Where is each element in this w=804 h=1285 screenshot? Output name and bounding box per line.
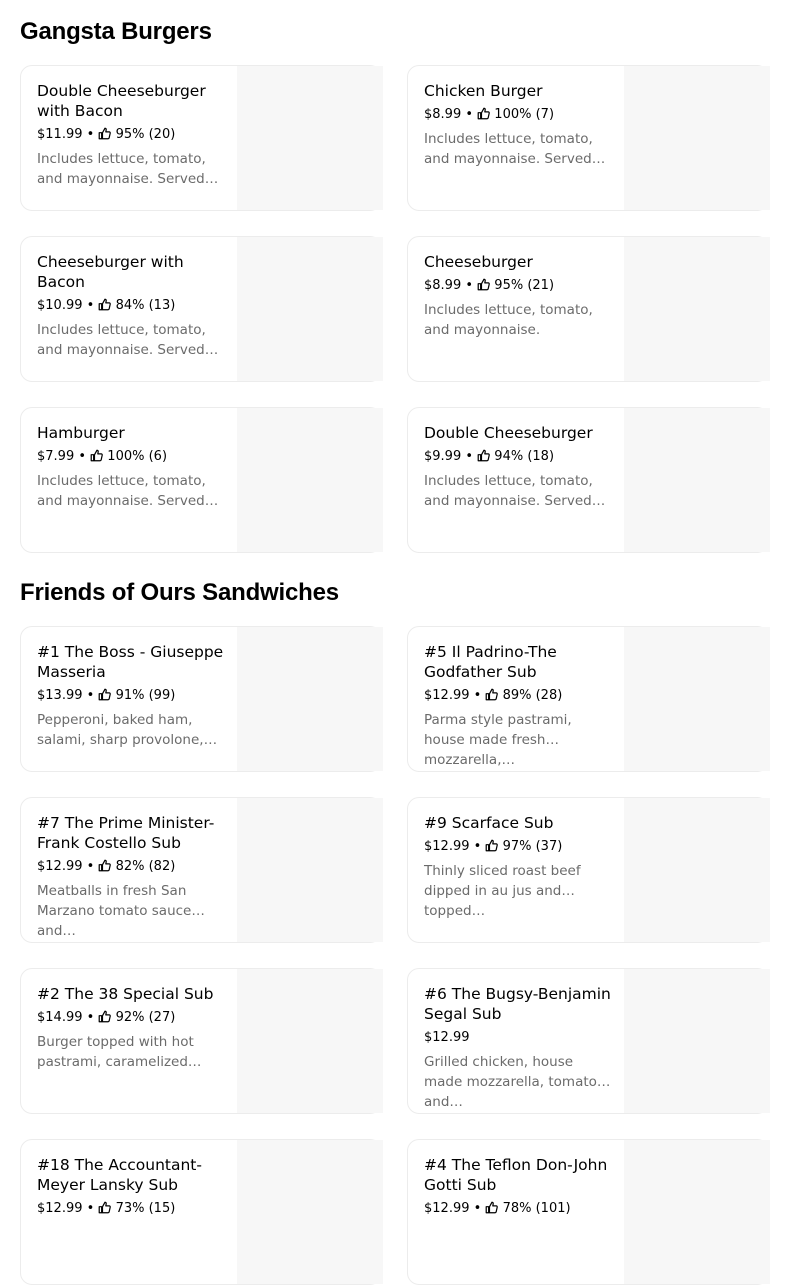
item-info	[424, 642, 614, 768]
item-image-placeholder	[624, 1140, 770, 1284]
item-meta	[424, 687, 614, 705]
item-name: #2 The 38 Special Sub	[37, 985, 214, 1003]
meta-separator: •	[82, 127, 99, 142]
item-name: Cheeseburger	[424, 253, 533, 271]
item-price: $10.99	[37, 298, 83, 313]
thumbs-up-icon	[485, 688, 498, 701]
item-name: #1 The Boss - Giuseppe Masseria	[37, 643, 224, 681]
meta-separator: •	[82, 1010, 99, 1025]
item-name: #7 The Prime Minister-Frank Costello Sub	[37, 814, 215, 852]
item-meta	[37, 1200, 227, 1218]
item-info	[37, 252, 227, 360]
item-rating: 95% (20)	[115, 127, 176, 142]
item-description: Includes lettuce, tomato, and mayonnaise. Served…	[37, 151, 219, 187]
item-info	[424, 423, 614, 511]
item-rating: 73% (15)	[115, 1201, 176, 1216]
item-image-placeholder	[624, 969, 770, 1113]
item-image-placeholder	[237, 969, 383, 1113]
item-image-placeholder	[624, 237, 770, 381]
meta-separator: •	[469, 1201, 486, 1216]
meta-separator: •	[469, 839, 486, 854]
item-meta	[424, 277, 614, 295]
item-image-placeholder	[624, 408, 770, 552]
meta-separator: •	[461, 449, 478, 464]
item-meta	[424, 1029, 614, 1047]
item-price: $12.99	[424, 1030, 470, 1045]
menu-item-card[interactable]	[407, 65, 769, 211]
item-price: $11.99	[37, 127, 83, 142]
item-price: $12.99	[37, 859, 83, 874]
thumbs-up-icon	[98, 1010, 111, 1023]
item-info	[37, 984, 227, 1072]
thumbs-up-icon	[98, 127, 111, 140]
item-image-placeholder	[624, 66, 770, 210]
item-description: Burger topped with hot pastrami, caramelized…	[37, 1034, 202, 1070]
item-meta	[37, 1009, 227, 1027]
menu-item-card[interactable]	[407, 797, 769, 943]
meta-separator: •	[82, 859, 99, 874]
item-name: #18 The Accountant-Meyer Lansky Sub	[37, 1156, 202, 1194]
item-image-placeholder	[624, 798, 770, 942]
menu-item-card[interactable]	[407, 1139, 769, 1285]
item-rating: 97% (37)	[502, 839, 563, 854]
item-rating: 84% (13)	[115, 298, 176, 313]
meta-separator: •	[461, 278, 478, 293]
item-name: Double Cheeseburger with Bacon	[37, 82, 206, 120]
item-meta	[37, 297, 227, 315]
item-meta	[424, 106, 614, 124]
item-info	[37, 813, 227, 939]
item-price: $8.99	[424, 107, 462, 122]
thumbs-up-icon	[477, 278, 490, 291]
item-rating: 94% (18)	[494, 449, 555, 464]
thumbs-up-icon	[98, 859, 111, 872]
thumbs-up-icon	[485, 839, 498, 852]
thumbs-up-icon	[98, 688, 111, 701]
menu-item-card[interactable]	[407, 968, 769, 1114]
item-meta	[37, 126, 227, 144]
item-meta	[37, 858, 227, 876]
meta-separator: •	[82, 298, 99, 313]
item-image-placeholder	[237, 408, 383, 552]
item-description: Includes lettuce, tomato, and mayonnaise. Served…	[37, 473, 219, 509]
menu-item-card[interactable]	[407, 626, 769, 772]
meta-separator: •	[74, 449, 91, 464]
menu-item-card[interactable]	[20, 65, 382, 211]
item-rating: 89% (28)	[502, 688, 563, 703]
item-info	[37, 423, 227, 511]
item-rating: 100% (7)	[494, 107, 555, 122]
menu-item-card[interactable]	[20, 968, 382, 1114]
item-price: $14.99	[37, 1010, 83, 1025]
item-rating: 92% (27)	[115, 1010, 176, 1025]
item-meta	[424, 838, 614, 856]
item-rating: 95% (21)	[494, 278, 555, 293]
item-info	[424, 81, 614, 169]
thumbs-up-icon	[485, 1201, 498, 1214]
menu-item-card[interactable]	[20, 236, 382, 382]
item-price: $8.99	[424, 278, 462, 293]
item-info	[424, 984, 614, 1110]
item-image-placeholder	[237, 1140, 383, 1284]
meta-separator: •	[469, 688, 486, 703]
item-price: $9.99	[424, 449, 462, 464]
item-price: $12.99	[37, 1201, 83, 1216]
item-rating: 100% (6)	[107, 449, 168, 464]
item-name: #6 The Bugsy-Benjamin Segal Sub	[424, 985, 611, 1023]
item-info	[424, 252, 614, 340]
item-rating: 91% (99)	[115, 688, 176, 703]
meta-separator: •	[82, 1201, 99, 1216]
meta-separator: •	[82, 688, 99, 703]
item-name: Hamburger	[37, 424, 125, 442]
item-description: Parma style pastrami, house made fresh mozzarella,…	[424, 712, 572, 768]
item-name: #9 Scarface Sub	[424, 814, 554, 832]
menu-item-card[interactable]	[20, 626, 382, 772]
item-name: #4 The Teflon Don-John Gotti Sub	[424, 1156, 608, 1194]
item-meta	[424, 1200, 614, 1218]
item-info	[37, 81, 227, 189]
item-meta	[37, 448, 227, 466]
menu-item-card[interactable]	[20, 1139, 382, 1285]
item-description: Includes lettuce, tomato, and mayonnaise. Served…	[37, 322, 219, 358]
item-price: $12.99	[424, 839, 470, 854]
item-price: $12.99	[424, 1201, 470, 1216]
item-description: Pepperoni, baked ham, salami, sharp provolone,…	[37, 712, 218, 748]
item-price: $13.99	[37, 688, 83, 703]
item-description: Meatballs in fresh San Marzano tomato sauce and…	[37, 883, 192, 939]
thumbs-up-icon	[90, 449, 103, 462]
item-info	[37, 1155, 227, 1223]
thumbs-up-icon	[477, 107, 490, 120]
item-image-placeholder	[237, 237, 383, 381]
item-image-placeholder	[624, 627, 770, 771]
item-info	[424, 813, 614, 919]
thumbs-up-icon	[98, 298, 111, 311]
item-info	[37, 642, 227, 750]
section-title: Gangsta Burgers	[20, 18, 212, 45]
item-description: Grilled chicken, house made mozzarella, tomato, and…	[424, 1054, 602, 1110]
item-description: Includes lettuce, tomato, and mayonnaise.	[424, 302, 593, 338]
item-image-placeholder	[237, 66, 383, 210]
item-name: Chicken Burger	[424, 82, 543, 100]
item-image-placeholder	[237, 798, 383, 942]
item-meta	[37, 687, 227, 705]
item-price: $12.99	[424, 688, 470, 703]
section-title: Friends of Ours Sandwiches	[20, 579, 339, 606]
item-name: #5 Il Padrino-The Godfather Sub	[424, 643, 557, 681]
menu-item-card[interactable]	[407, 407, 769, 553]
item-info	[424, 1155, 614, 1223]
thumbs-up-icon	[98, 1201, 111, 1214]
thumbs-up-icon	[477, 449, 490, 462]
menu-item-card[interactable]	[20, 407, 382, 553]
item-name: Double Cheeseburger	[424, 424, 593, 442]
item-meta	[424, 448, 614, 466]
meta-separator: •	[461, 107, 478, 122]
menu-item-card[interactable]	[20, 797, 382, 943]
item-rating: 82% (82)	[115, 859, 176, 874]
item-rating: 78% (101)	[502, 1201, 571, 1216]
menu-item-card[interactable]	[407, 236, 769, 382]
item-description: Thinly sliced roast beef dipped in au jus and topped…	[424, 863, 581, 919]
item-description: Includes lettuce, tomato, and mayonnaise. Served…	[424, 131, 606, 167]
item-description: Includes lettuce, tomato, and mayonnaise. Served…	[424, 473, 606, 509]
item-price: $7.99	[37, 449, 75, 464]
item-name: Cheeseburger with Bacon	[37, 253, 184, 291]
item-image-placeholder	[237, 627, 383, 771]
